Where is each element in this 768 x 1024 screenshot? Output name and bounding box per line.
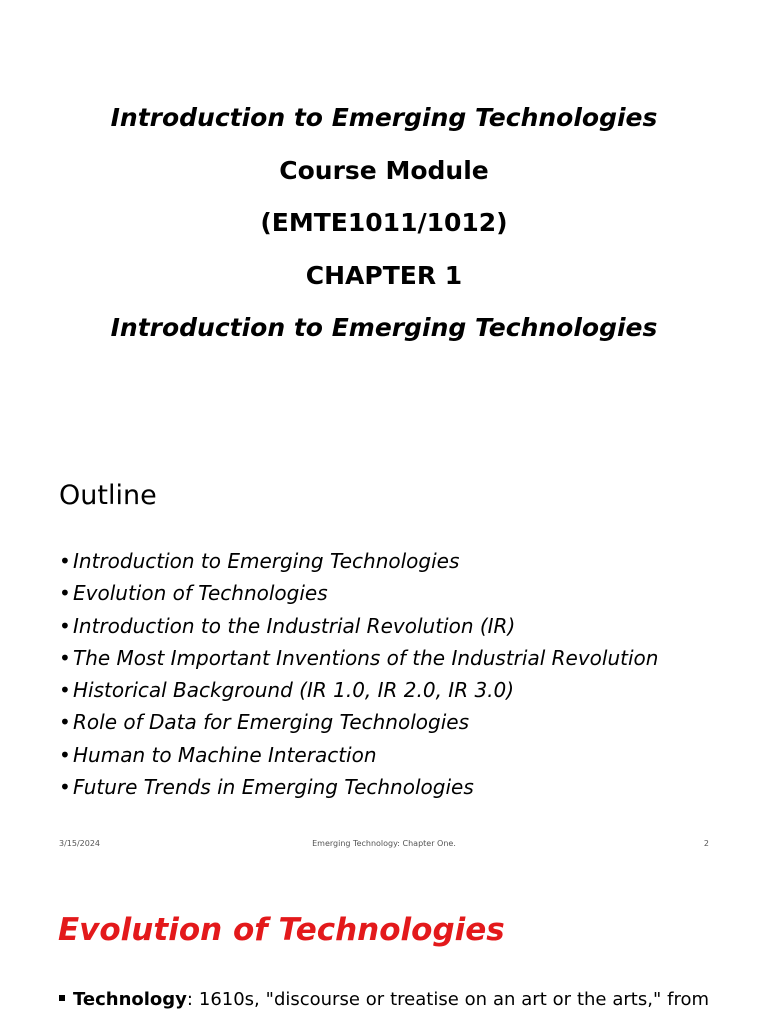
- outline-item: [59, 771, 658, 803]
- bullet-icon: •: [59, 581, 71, 606]
- outline-item: [59, 545, 658, 577]
- slide-footer: [0, 839, 768, 853]
- bullet-icon: •: [59, 678, 71, 703]
- definition-text: : 1610s, "discourse or treatise on an art or the arts," from: [186, 989, 709, 1010]
- definition-term: Technology: [73, 989, 187, 1010]
- outline-item-text: Role of Data for Emerging Technologies: [73, 710, 469, 735]
- outline-item: [59, 642, 658, 674]
- course-module-label: Course Module: [279, 155, 489, 185]
- outline-item: [59, 674, 658, 706]
- section-heading: Evolution of Technologies: [58, 912, 505, 948]
- chapter-label: CHAPTER 1: [305, 260, 463, 290]
- outline-item-text: Future Trends in Emerging Technologies: [73, 775, 474, 800]
- outline-item: [59, 706, 658, 738]
- bullet-icon: •: [59, 710, 71, 735]
- chapter-title: Introduction to Emerging Technologies: [110, 313, 658, 342]
- bullet-icon: •: [59, 742, 71, 767]
- footer-title: Emerging Technology: Chapter One.: [312, 839, 456, 848]
- square-bullet-icon: [59, 995, 65, 1001]
- outline-heading: Outline: [59, 480, 157, 511]
- outline-item: [59, 577, 658, 609]
- definition-paragraph: [59, 986, 709, 1014]
- bullet-icon: •: [59, 613, 71, 638]
- outline-item-text: Historical Background (IR 1.0, IR 2.0, IR 3.0): [73, 678, 515, 703]
- footer-page-number: 2: [703, 839, 709, 848]
- outline-item: [59, 610, 658, 642]
- outline-item-text: Human to Machine Interaction: [73, 742, 377, 767]
- title-block: [0, 92, 768, 355]
- course-code: (EMTE1011/1012): [260, 208, 508, 237]
- outline-item-text: Introduction to the Industrial Revolution (IR): [73, 613, 516, 638]
- outline-item: [59, 739, 658, 771]
- bullet-icon: •: [59, 549, 71, 573]
- course-title: Introduction to Emerging Technologies: [110, 103, 658, 132]
- bullet-icon: •: [59, 775, 71, 800]
- outline-list: [59, 545, 658, 803]
- outline-item-text: Introduction to Emerging Technologies: [73, 549, 460, 573]
- outline-item-text: The Most Important Inventions of the Industrial Revolution: [73, 645, 659, 670]
- footer-date: 3/15/2024: [59, 839, 101, 848]
- bullet-icon: •: [59, 645, 71, 670]
- outline-item-text: Evolution of Technologies: [73, 581, 328, 606]
